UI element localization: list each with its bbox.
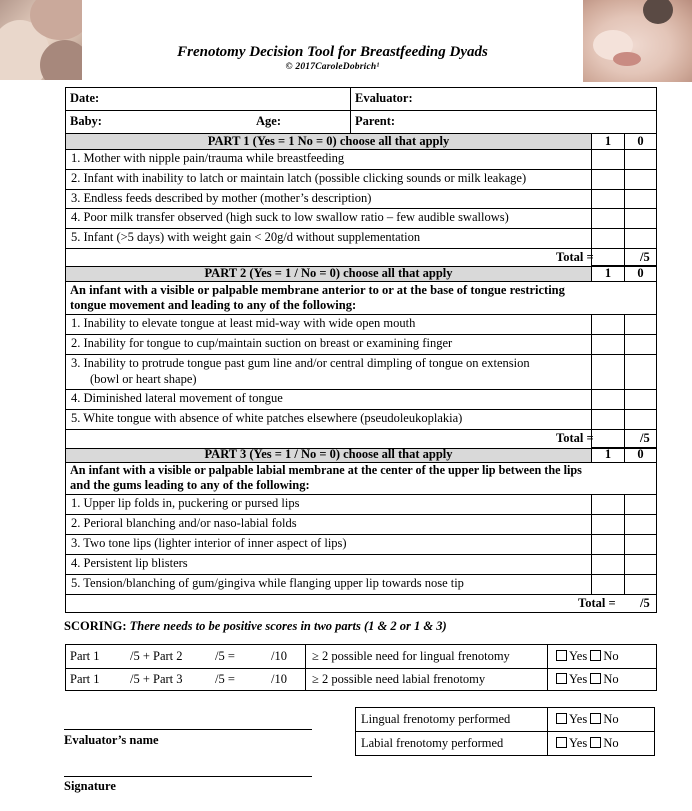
score-row1-total: /10: [271, 649, 287, 663]
evaluator-name-line[interactable]: [64, 729, 312, 730]
score-row2-part-a: Part 1: [70, 672, 100, 686]
part3-col-no: 0: [637, 447, 644, 461]
date-label: Date:: [70, 91, 100, 105]
parent-label: Parent:: [355, 114, 396, 128]
part1-total-denominator: /5: [640, 250, 650, 264]
part2-item-2: 2. Inability for tongue to cup/maintain suction on breast or examining finger: [71, 336, 453, 350]
part3-intro-line1: An infant with a visible or palpable labial membrane at the center of the upper lip between the lips: [70, 463, 582, 477]
part2-total-denominator: /5: [640, 431, 650, 445]
score-row1-part-b: /5 + Part 2: [130, 649, 183, 663]
labial-performed-yes-checkbox[interactable]: [556, 737, 567, 748]
part1-item-5: 5. Infant (>5 days) with weight gain < 20g/d without supplementation: [71, 230, 421, 244]
part2-intro-line2: tongue movement and leading to any of the following:: [70, 298, 357, 312]
part1-total-label: Total =: [556, 250, 594, 264]
labial-performed-options: Yes No: [556, 736, 619, 751]
part3-item-2: 2. Perioral blanching and/or naso-labial folds: [71, 516, 297, 530]
lingual-performed-options: Yes No: [556, 712, 619, 727]
score-row1-interpretation: ≥ 2 possible need for lingual frenotomy: [312, 649, 510, 663]
header-photo-infant-face: [583, 0, 692, 82]
part3-total-denominator: /5: [640, 596, 650, 610]
part2-heading: PART 2 (Yes = 1 / No = 0) choose all that apply: [204, 266, 453, 280]
part1-item-4: 4. Poor milk transfer observed (high suck to low swallow ratio – few audible swallows): [71, 210, 509, 224]
part3-item-5: 5. Tension/blanching of gum/gingiva while flanging upper lip towards nose tip: [71, 576, 464, 590]
score-row2-equals: /5 =: [215, 672, 235, 686]
labial-need-yes-checkbox[interactable]: [556, 673, 567, 684]
score-row2-interpretation: ≥ 2 possible need labial frenotomy: [312, 672, 486, 686]
part2-intro-line1: An infant with a visible or palpable membrane anterior to or at the base of tongue restricting: [70, 283, 565, 297]
part1-heading: PART 1 (Yes = 1 No = 0) choose all that apply: [207, 134, 450, 148]
part3-col-yes: 1: [604, 447, 612, 461]
part1-col-yes: 1: [604, 134, 612, 148]
scoring-note: There needs to be positive scores in two parts (1 & 2 or 1 & 3): [129, 619, 447, 633]
part3-total-label: Total =: [578, 596, 616, 610]
part1-item-3: 3. Endless feeds described by mother (mother’s description): [71, 191, 372, 205]
part1-col-no: 0: [637, 134, 644, 148]
score-row2-options: Yes No: [556, 672, 619, 687]
labial-performed-label: Labial frenotomy performed: [361, 736, 504, 750]
header-photo-breastfeeding: [0, 0, 82, 80]
part2-col-yes: 1: [604, 266, 612, 280]
part2-item-5: 5. White tongue with absence of white patches elsewhere (pseudoleukoplakia): [71, 411, 463, 425]
lingual-performed-label: Lingual frenotomy performed: [361, 712, 511, 726]
part3-item-1: 1. Upper lip folds in, puckering or pursed lips: [71, 496, 300, 510]
document-title: Frenotomy Decision Tool for Breastfeeding Dyads: [177, 44, 488, 60]
signature-label: Signature: [64, 779, 116, 793]
part3-item-3: 3. Two tone lips (lighter interior of inner aspect of lips): [71, 536, 347, 550]
score-row2-total: /10: [271, 672, 287, 686]
scoring-line: [64, 619, 447, 634]
score-row1-part-a: Part 1: [70, 649, 100, 663]
age-label: Age:: [256, 114, 281, 128]
evaluator-name-label: Evaluator’s name: [64, 733, 159, 747]
part2-item-3: 3. Inability to protrude tongue past gum line and/or central dimpling of tongue on extension: [71, 356, 530, 370]
part3-item-4: 4. Persistent lip blisters: [71, 556, 188, 570]
part1-item-2: 2. Infant with inability to latch or maintain latch (possible clicking sounds or milk leakage): [71, 171, 527, 185]
labial-need-no-checkbox[interactable]: [590, 673, 601, 684]
lingual-performed-no-checkbox[interactable]: [590, 713, 601, 724]
part2-total-label: Total =: [556, 431, 594, 445]
part1-item-1: 1. Mother with nipple pain/trauma while breastfeeding: [71, 151, 345, 165]
part2-item-3-continued: (bowl or heart shape): [90, 372, 197, 386]
labial-performed-no-checkbox[interactable]: [590, 737, 601, 748]
part2-col-no: 0: [637, 266, 644, 280]
evaluator-label: Evaluator:: [355, 91, 413, 105]
copyright-line: © 2017CaroleDobrich¹: [285, 62, 380, 72]
scoring-label: SCORING:: [64, 619, 127, 633]
score-row1-options: Yes No: [556, 649, 619, 664]
lingual-performed-yes-checkbox[interactable]: [556, 713, 567, 724]
part2-item-1: 1. Inability to elevate tongue at least mid-way with wide open mouth: [71, 316, 416, 330]
part3-heading: PART 3 (Yes = 1 / No = 0) choose all that apply: [204, 447, 453, 461]
lingual-need-no-checkbox[interactable]: [590, 650, 601, 661]
score-row2-part-b: /5 + Part 3: [130, 672, 183, 686]
score-row1-equals: /5 =: [215, 649, 235, 663]
part2-item-4: 4. Diminished lateral movement of tongue: [71, 391, 283, 405]
lingual-need-yes-checkbox[interactable]: [556, 650, 567, 661]
baby-label: Baby:: [70, 114, 102, 128]
signature-line[interactable]: [64, 776, 312, 777]
part3-intro-line2: and the gums leading to any of the following:: [70, 478, 310, 492]
